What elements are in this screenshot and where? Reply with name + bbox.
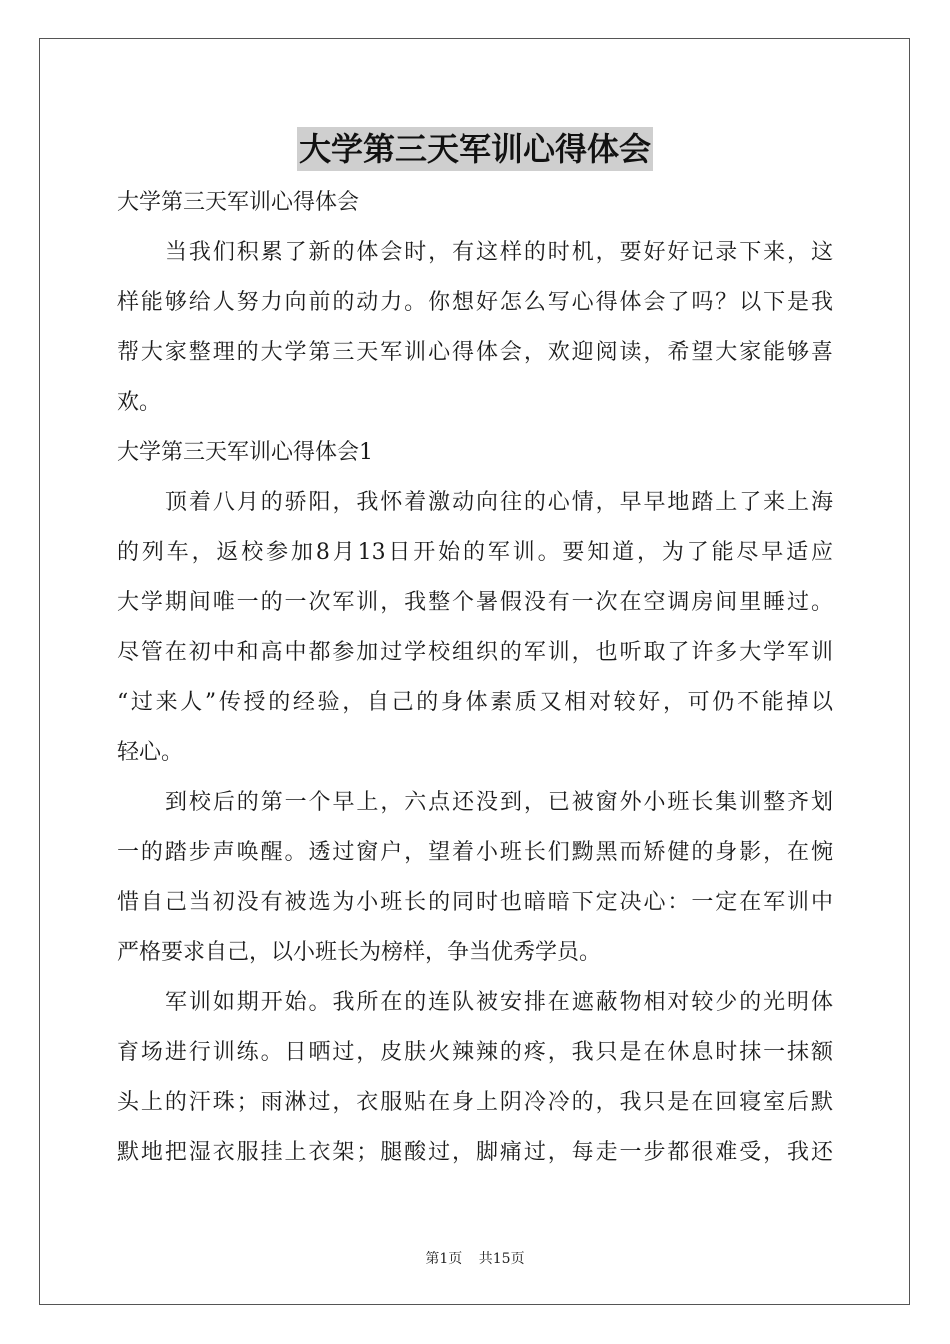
paragraph-line: 默地把湿衣服挂上衣架；腿酸过，脚痛过，每走一步都很难受，我还 bbox=[117, 1140, 833, 1165]
paragraph-line: 严格要求自己，以小班长为榜样，争当优秀学员。 bbox=[117, 940, 602, 965]
intro-paragraph-line: 样能够给人努力向前的动力。你想好怎么写心得体会了吗？以下是我 bbox=[117, 290, 833, 315]
paragraph-line: 的列车，返校参加8月13日开始的军训。要知道，为了能尽早适应 bbox=[117, 540, 833, 565]
paragraph-line: 育场进行训练。日晒过，皮肤火辣辣的疼，我只是在休息时抹一抹额 bbox=[117, 1040, 833, 1065]
paragraph-line: 到校后的第一个早上，六点还没到，已被窗外小班长集训整齐划 bbox=[165, 790, 833, 815]
paragraph-line: 轻心。 bbox=[117, 740, 184, 765]
intro-paragraph-line: 当我们积累了新的体会时，有这样的时机，要好好记录下来，这 bbox=[165, 240, 833, 265]
page-footer bbox=[0, 1248, 950, 1268]
paragraph-line: 头上的汗珠；雨淋过，衣服贴在身上阴冷冷的，我只是在回寝室后默 bbox=[117, 1090, 833, 1115]
paragraph-line: 惜自己当初没有被选为小班长的同时也暗暗下定决心：一定在军训中 bbox=[117, 890, 833, 915]
document-body bbox=[117, 178, 833, 1178]
title-container bbox=[0, 127, 950, 171]
paragraph-line: 一的踏步声唤醒。透过窗户，望着小班长们黝黑而矫健的身影，在惋 bbox=[117, 840, 833, 865]
subtitle-line: 大学第三天军训心得体会 bbox=[117, 190, 360, 215]
intro-paragraph-line: 帮大家整理的大学第三天军训心得体会，欢迎阅读，希望大家能够喜 bbox=[117, 340, 833, 365]
paragraph-line: 顶着八月的骄阳，我怀着激动向往的心情，早早地踏上了来上海 bbox=[165, 490, 833, 515]
paragraph-line: “过来人”传授的经验，自己的身体素质又相对较好，可仍不能掉以 bbox=[117, 690, 833, 715]
paragraph-line: 军训如期开始。我所在的连队被安排在遮蔽物相对较少的光明体 bbox=[165, 990, 833, 1015]
paragraph-line: 大学期间唯一的一次军训，我整个暑假没有一次在空调房间里睡过。 bbox=[117, 590, 833, 615]
section-heading: 大学第三天军训心得体会1 bbox=[117, 440, 373, 465]
intro-paragraph-line: 欢。 bbox=[117, 390, 162, 415]
page-total: 共15页 bbox=[478, 1251, 525, 1267]
page-number: 第1页 bbox=[425, 1251, 463, 1267]
document-title: 大学第三天军训心得体会 bbox=[297, 127, 653, 171]
paragraph-line: 尽管在初中和高中都参加过学校组织的军训，也听取了许多大学军训 bbox=[117, 640, 833, 665]
